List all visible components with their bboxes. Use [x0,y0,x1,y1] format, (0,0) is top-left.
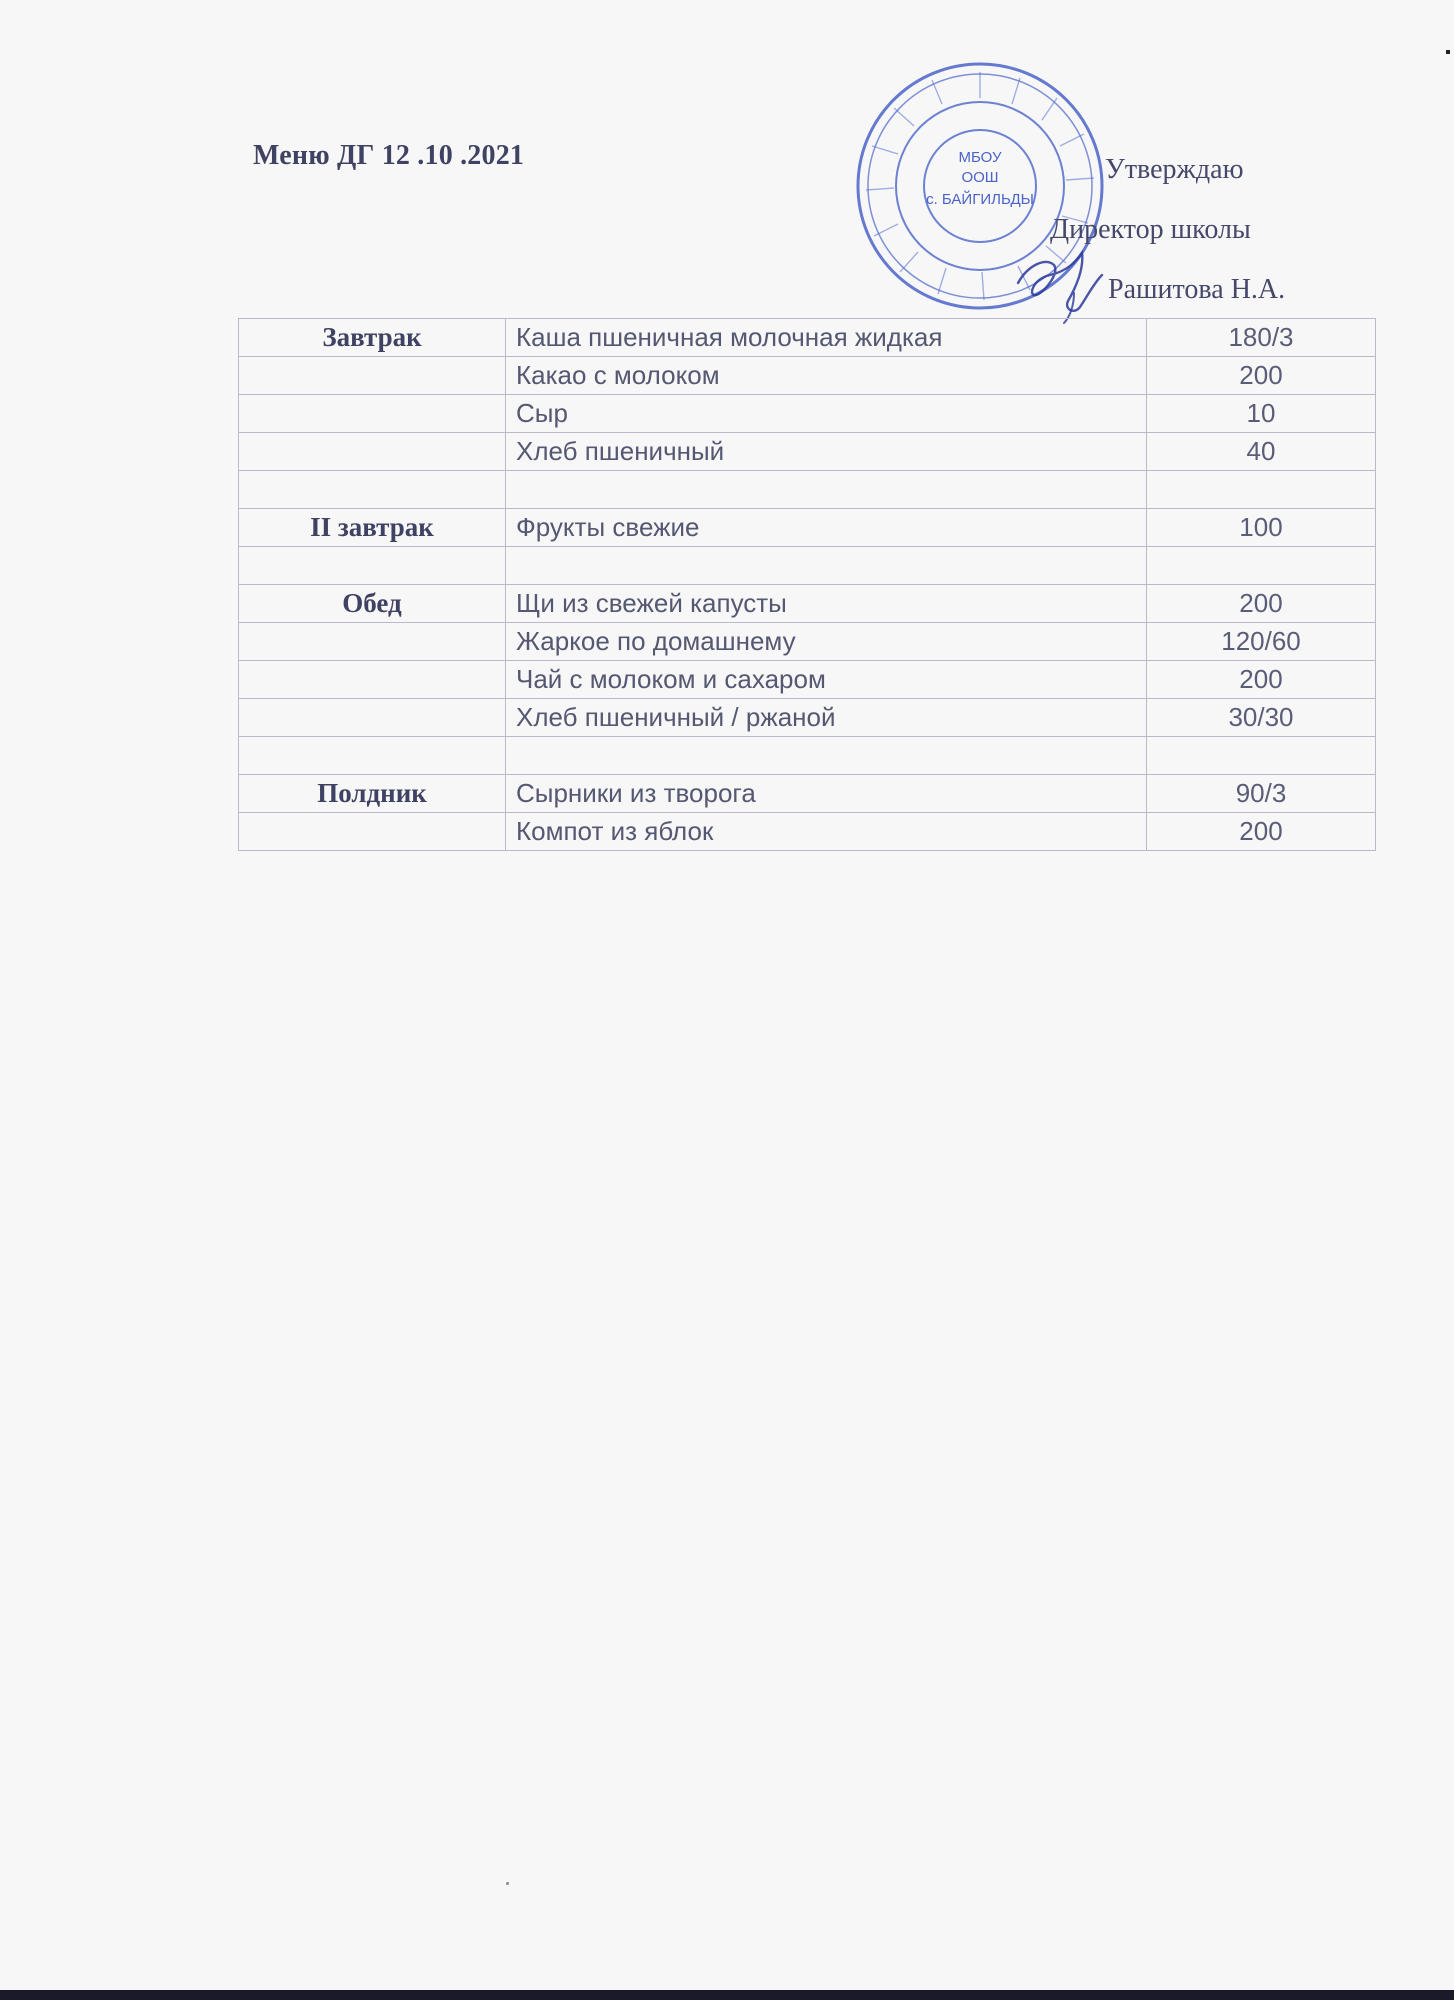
menu-row [239,471,1376,509]
dish-cell [506,737,1147,775]
dish-cell: Фрукты свежие [506,509,1147,547]
portion-cell [1147,737,1376,775]
meal-cell: Обед [239,585,506,623]
dish-cell: Компот из яблок [506,813,1147,851]
meal-cell [239,471,506,509]
meal-cell [239,661,506,699]
dish-cell: Хлеб пшеничный / ржаной [506,699,1147,737]
svg-text:с. БАЙГИЛЬДЫ: с. БАЙГИЛЬДЫ [926,191,1034,208]
portion-cell: 120/60 [1147,623,1376,661]
dish-cell: Жаркое по домашнему [506,623,1147,661]
dish-cell [506,547,1147,585]
portion-cell: 100 [1147,509,1376,547]
portion-cell: 40 [1147,433,1376,471]
meal-cell [239,813,506,851]
director-signature [1010,235,1120,325]
dish-cell: Каша пшеничная молочная жидкая [506,319,1147,357]
dish-cell: Сыр [506,395,1147,433]
meal-cell [239,395,506,433]
portion-cell: 10 [1147,395,1376,433]
menu-row [239,395,1376,433]
menu-row [239,737,1376,775]
menu-row [239,775,1376,813]
dish-cell: Чай с молоком и сахаром [506,661,1147,699]
menu-row [239,623,1376,661]
meal-cell: II завтрак [239,509,506,547]
portion-cell: 200 [1147,585,1376,623]
portion-cell: 200 [1147,661,1376,699]
menu-table-body [239,319,1376,851]
menu-row [239,699,1376,737]
menu-row [239,433,1376,471]
meal-cell: Полдник [239,775,506,813]
portion-cell: 30/30 [1147,699,1376,737]
menu-row [239,661,1376,699]
meal-cell [239,699,506,737]
svg-text:МБОУ: МБОУ [958,149,1002,166]
approval-line-name: Рашитова Н.А. [1108,274,1286,305]
meal-cell [239,433,506,471]
portion-cell: 200 [1147,813,1376,851]
meal-cell: Завтрак [239,319,506,357]
meal-cell [239,623,506,661]
scan-corner-mark [1446,50,1450,54]
menu-row [239,357,1376,395]
portion-cell: 90/3 [1147,775,1376,813]
meal-cell [239,357,506,395]
menu-row [239,813,1376,851]
scan-speck [506,1882,509,1885]
menu-table [238,318,1376,851]
dish-cell: Щи из свежей капусты [506,585,1147,623]
approval-line-approve: Утверждаю [1105,154,1244,185]
page-title: Меню ДГ 12 .10 .2021 [253,140,525,171]
menu-row [239,319,1376,357]
portion-cell: 200 [1147,357,1376,395]
menu-row [239,585,1376,623]
svg-text:ООШ: ООШ [961,169,999,186]
scan-bottom-edge [0,1990,1454,2000]
menu-row [239,509,1376,547]
dish-cell: Хлеб пшеничный [506,433,1147,471]
meal-cell [239,547,506,585]
dish-cell: Какао с молоком [506,357,1147,395]
portion-cell [1147,547,1376,585]
approval-line-position: Директор школы [1050,214,1251,245]
portion-cell [1147,471,1376,509]
menu-row [239,547,1376,585]
dish-cell: Сырники из творога [506,775,1147,813]
portion-cell: 180/3 [1147,319,1376,357]
dish-cell [506,471,1147,509]
meal-cell [239,737,506,775]
